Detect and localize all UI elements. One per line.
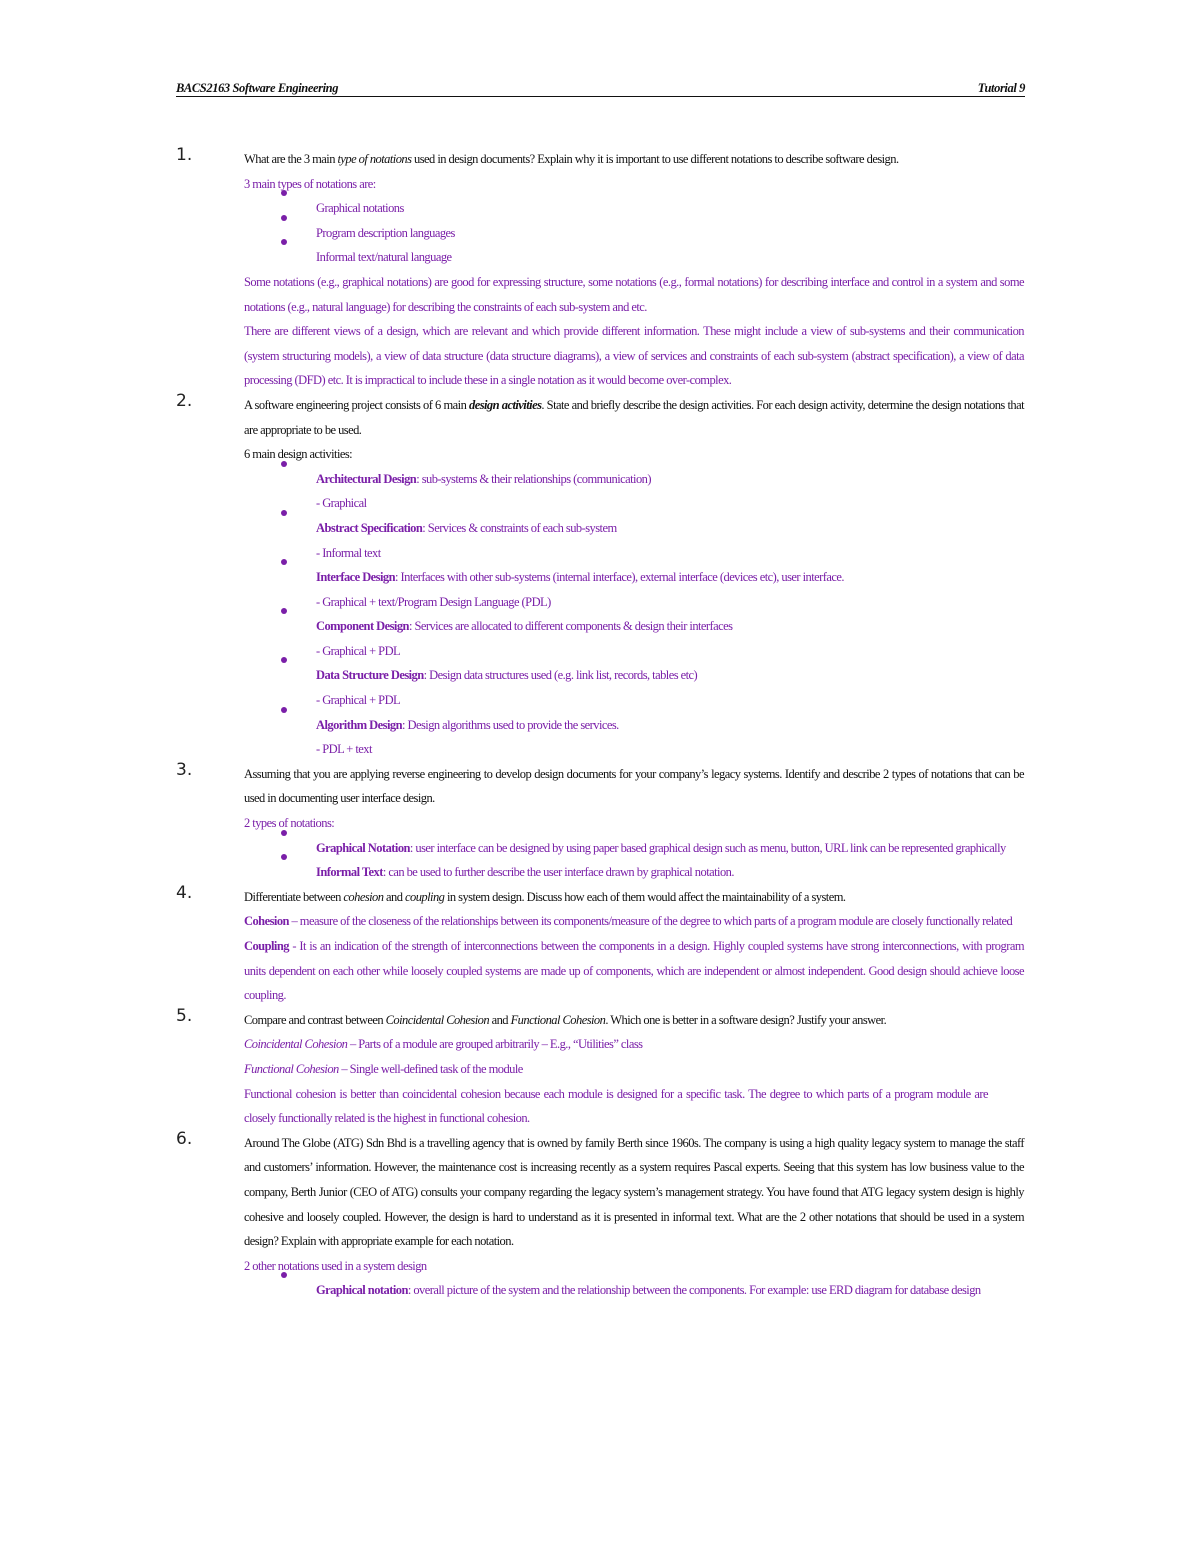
question-text-emphasis: cohesion xyxy=(343,889,384,904)
list-item xyxy=(316,836,1024,861)
question-number: 5. xyxy=(176,1005,193,1026)
list-item-term: Informal Text xyxy=(316,865,383,880)
list-item-text: Program description languages xyxy=(316,225,455,240)
list-item-text: Graphical notations xyxy=(316,201,404,216)
question-number: 3. xyxy=(176,759,193,780)
question-text xyxy=(244,147,1024,172)
question-text-emphasis: type of notations xyxy=(337,152,412,166)
question-text-part: and xyxy=(383,889,406,904)
question-5 xyxy=(176,1005,1024,1131)
list-item-term: Component Design xyxy=(316,619,409,634)
list-item-subtext: - Graphical + PDL xyxy=(316,693,401,708)
answer-term: Coupling xyxy=(244,939,289,953)
bullet-icon xyxy=(281,239,287,245)
answer-list xyxy=(244,1278,1024,1303)
question-text xyxy=(244,1008,1024,1033)
bullet-icon xyxy=(281,461,287,467)
bullet-icon xyxy=(281,830,287,836)
answer-list xyxy=(244,836,1024,885)
answer-paragraph: Some notations (e.g., graphical notations) are good for expressing structure, some notations (e.g., formal notations) for describing interface and control in a system and some notations (e.g., natural language) for describing the constraints of each sub-system and etc. xyxy=(244,274,1024,314)
answer-intro: 3 main types of notations are: xyxy=(244,176,376,191)
list-item-term: Data Structure Design xyxy=(316,668,424,683)
question-number: 1. xyxy=(176,145,193,165)
tutorial-label: Tutorial 9 xyxy=(977,81,1025,95)
list-item-term: Abstract Specification xyxy=(316,520,423,535)
bullet-icon xyxy=(281,657,287,663)
bullet-icon xyxy=(281,510,287,516)
answer-text: - It is an indication of the strength of interconnections between the components in a design. Highly coupled systems have strong interconnections, with program units dependent on each other while loosely coupled systems are made up of components, which are independent or almost independent. Good design should achieve loose coupling. xyxy=(244,939,1024,1003)
question-4 xyxy=(176,882,1024,1008)
answer-paragraph xyxy=(244,909,1024,934)
bullet-icon xyxy=(281,215,287,221)
list-item xyxy=(316,663,1024,712)
answer-text: – Parts of a module are grouped arbitrarily – E.g., “Utilities” class xyxy=(347,1037,643,1052)
list-item-subtext: - Graphical + PDL xyxy=(316,643,401,658)
list-item xyxy=(316,245,1024,270)
answer-intro: 2 types of notations: xyxy=(244,816,335,831)
question-text-part: in system design. Discuss how each of them would affect the maintainability of a system. xyxy=(444,889,846,904)
list-item xyxy=(316,565,1024,614)
list-item-subtext: - PDL + text xyxy=(316,742,372,757)
list-item-text: : Services & constraints of each sub-system xyxy=(422,520,617,535)
answer-text: – Single well-defined task of the module xyxy=(338,1061,523,1076)
answer-list xyxy=(244,196,1024,270)
answer-term: Coincidental Cohesion xyxy=(244,1037,348,1052)
question-text-part: and xyxy=(489,1012,511,1027)
bullet-icon xyxy=(281,854,287,860)
list-item xyxy=(316,221,1024,246)
list-item-text: : Design data structures used (e.g. link list, records, tables etc) xyxy=(423,668,698,683)
question-text-part: Differentiate between xyxy=(244,889,344,904)
list-item-text: : Design algorithms used to provide the services. xyxy=(402,717,619,732)
list-item xyxy=(316,614,1024,663)
answer-paragraph xyxy=(244,934,1024,1008)
answer-text: – measure of the closeness of the relationships between its components/measure of the degree to which parts of a program module are closely functionally related xyxy=(288,914,1013,929)
answer-term: Cohesion xyxy=(244,914,289,929)
list-item-text: : can be used to further describe the user interface drawn by graphical notation. xyxy=(382,865,734,880)
answer-paragraph: Functional cohesion is better than coincidental cohesion because each module is designed for a specific task. The degree to which parts of a program module are closely functionally related is the highest in functional cohesion. xyxy=(244,1086,988,1126)
list-item-subtext: - Graphical xyxy=(316,496,367,511)
list-item xyxy=(316,516,1024,565)
list-item-text: : user interface can be designed by using paper based graphical design such as menu, button, URL link can be represented graphically xyxy=(409,840,1006,855)
list-item-text: Informal text/natural language xyxy=(316,250,452,265)
question-text-emphasis: design activities xyxy=(469,397,542,412)
question-2 xyxy=(176,390,1024,762)
list-item-text: : Interfaces with other sub-systems (internal interface), external interface (devices etc), user interface. xyxy=(395,570,844,585)
answer-line xyxy=(244,1032,1024,1057)
list-item-term: Graphical notation xyxy=(316,1283,408,1298)
question-3 xyxy=(176,759,1024,885)
document-header xyxy=(176,80,1025,97)
list-item-subtext: - Graphical + text/Program Design Language (PDL) xyxy=(316,594,551,609)
question-text xyxy=(244,885,1024,910)
question-1 xyxy=(176,145,1024,393)
list-item xyxy=(316,467,1024,516)
list-item-term: Algorithm Design xyxy=(316,717,402,732)
list-item-term: Architectural Design xyxy=(316,471,417,486)
question-number: 2. xyxy=(176,390,193,411)
answer-list xyxy=(244,467,1024,762)
question-number: 6. xyxy=(176,1128,193,1149)
list-item-text: : Services are allocated to different components & design their interfaces xyxy=(408,619,733,634)
question-text-part: A software engineering project consists of 6 main xyxy=(244,397,469,412)
answer-intro: 2 other notations used in a system design xyxy=(244,1258,427,1273)
bullet-icon xyxy=(281,559,287,565)
question-number: 4. xyxy=(176,882,193,903)
question-text-part: . State and briefly describe the design activities. For each design activity, determine the design notations that are appropriate to be used. xyxy=(244,397,1024,437)
answer-line xyxy=(244,1057,1024,1082)
list-item xyxy=(316,1278,1024,1303)
question-text-part: used in design documents? Explain why it is important to use different notations to describe software design. xyxy=(411,152,899,166)
course-title: BACS2163 Software Engineering xyxy=(176,81,339,95)
document-body xyxy=(176,145,1024,1303)
question-text: Assuming that you are applying reverse engineering to develop design documents for your company’s legacy systems. Identify and describe 2 types of notations that can be used in documenting user interface design. xyxy=(244,766,1024,806)
question-text-emphasis: Functional Cohesion xyxy=(510,1012,606,1027)
list-item-subtext: - Informal text xyxy=(316,545,381,560)
bullet-icon xyxy=(281,707,287,713)
question-text-emphasis: Coincidental Cohesion xyxy=(385,1012,490,1027)
list-item-text: : overall picture of the system and the relationship between the components. For example: use ERD diagram for database design xyxy=(407,1283,981,1298)
list-item-term: Graphical Notation xyxy=(316,840,410,855)
list-item-text: : sub-systems & their relationships (communication) xyxy=(416,471,651,486)
list-item xyxy=(316,196,1024,221)
list-item xyxy=(316,860,1024,885)
list-item-term: Interface Design xyxy=(316,570,396,585)
question-6 xyxy=(176,1128,1024,1303)
question-text: Around The Globe (ATG) Sdn Bhd is a travelling agency that is owned by family Berth since 1960s. The company is using a high quality legacy system to manage the staff and customers’ information. However, the maintenance cost is increasing recently as a system requires Pascal experts. Seeing that this system has low business value to the company, Berth Junior (CEO of ATG) consults your company regarding the legacy system’s management strategy. You have found that ATG legacy system design is highly cohesive and loosely coupled. However, the design is hard to understand as it is presented in informal text. What are the 2 other notations that should be used in a system design? Explain with appropriate example for each notation. xyxy=(244,1135,1024,1249)
answer-term: Functional Cohesion xyxy=(244,1061,339,1076)
answer-intro: 6 main design activities: xyxy=(244,447,353,462)
bullet-icon xyxy=(281,608,287,614)
question-text-emphasis: coupling xyxy=(405,889,445,904)
list-item xyxy=(316,713,1024,762)
question-text-part: Compare and contrast between xyxy=(244,1012,386,1027)
question-text xyxy=(244,393,1024,442)
answer-paragraph: There are different views of a design, which are relevant and which provide different information. These might include a view of sub-systems and their communication (system structuring models), a view of data structure (data structure diagrams), a view of services and constraints of each sub-system (abstract specification), a view of data processing (DFD) etc. It is impractical to include these in a single notation as it would become over-complex. xyxy=(244,324,1024,388)
question-text-part: . Which one is better in a software design? Justify your answer. xyxy=(605,1012,887,1027)
question-text-part: What are the 3 main xyxy=(244,152,338,166)
